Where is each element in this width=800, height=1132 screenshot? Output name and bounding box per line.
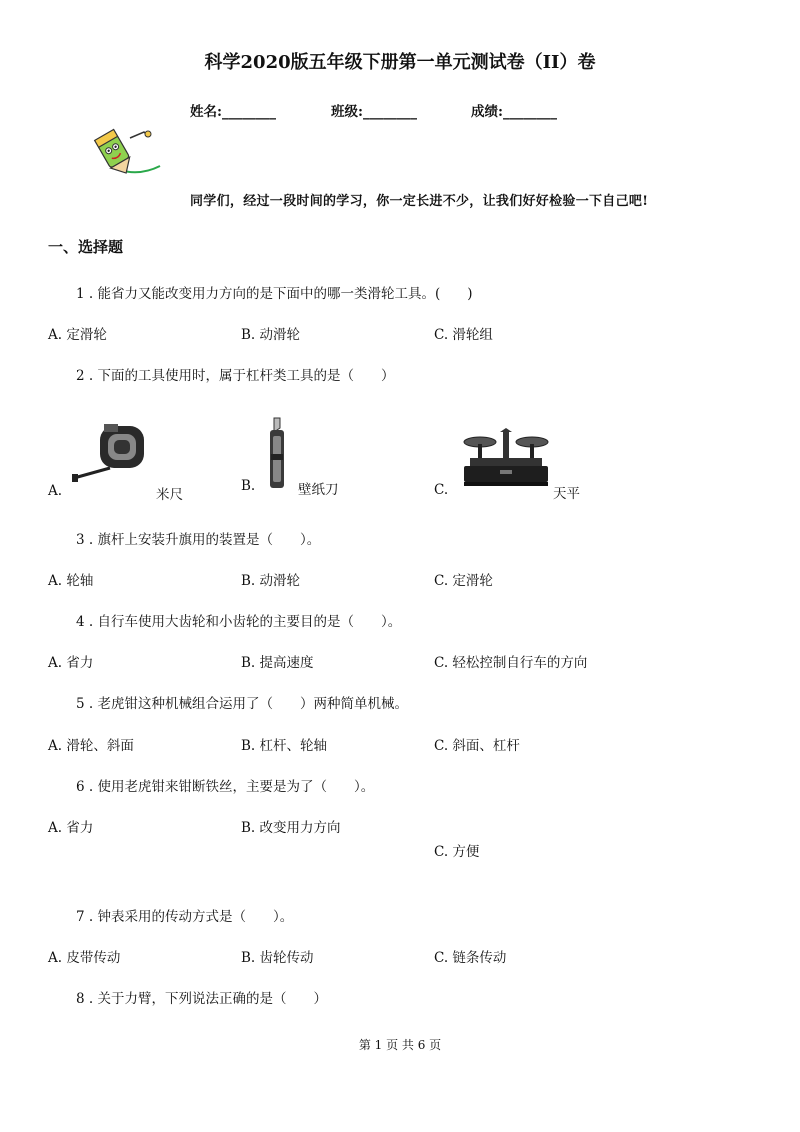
question-1-stem: 1 . 能省力又能改变用力方向的是下面中的哪一类滑轮工具。( ) <box>76 286 473 302</box>
question-1-option-b[interactable]: B. 动滑轮 <box>241 327 301 343</box>
utility-knife-icon <box>262 416 292 492</box>
question-5-option-c[interactable]: C. 斜面、杠杆 <box>434 738 520 754</box>
question-6-option-c[interactable]: C. 方便 <box>434 844 480 860</box>
question-6-stem: 6 . 使用老虎钳来钳断铁丝，主要是为了（ ）。 <box>76 779 375 795</box>
question-2-option-a[interactable]: A. <box>48 483 63 499</box>
question-6-option-b[interactable]: B. 改变用力方向 <box>241 820 341 836</box>
question-1-option-a[interactable]: A. 定滑轮 <box>48 327 107 343</box>
pencil-mascot-icon <box>90 122 162 178</box>
question-2-caption-a: 米尺 <box>156 487 183 503</box>
page-title: 科学2020版五年级下册第一单元测试卷（II）卷 <box>204 52 596 73</box>
question-7-option-c[interactable]: C. 链条传动 <box>434 950 507 966</box>
question-3-option-b[interactable]: B. 动滑轮 <box>241 573 301 589</box>
question-7-option-a[interactable]: A. 皮带传动 <box>48 950 121 966</box>
question-4-option-a[interactable]: A. 省力 <box>48 655 94 671</box>
balance-scale-icon <box>460 428 552 490</box>
section-heading: 一、选择题 <box>48 238 124 256</box>
question-3-option-a[interactable]: A. 轮轴 <box>48 573 94 589</box>
question-4-stem: 4 . 自行车使用大齿轮和小齿轮的主要目的是（ ）。 <box>76 614 402 630</box>
question-5-stem: 5 . 老虎钳这种机械组合运用了（ ）两种简单机械。 <box>76 696 408 712</box>
tape-measure-icon <box>70 420 150 486</box>
question-5-option-a[interactable]: A. 滑轮、斜面 <box>48 738 134 754</box>
question-2-option-c[interactable]: C. <box>434 482 449 498</box>
question-7-option-b[interactable]: B. 齿轮传动 <box>241 950 314 966</box>
question-1-option-c[interactable]: C. 滑轮组 <box>434 327 493 343</box>
question-2-option-b[interactable]: B. <box>241 478 256 494</box>
question-4-option-b[interactable]: B. 提高速度 <box>241 655 314 671</box>
question-2-caption-c: 天平 <box>553 486 580 502</box>
question-3-option-c[interactable]: C. 定滑轮 <box>434 573 493 589</box>
question-2-stem: 2 . 下面的工具使用时，属于杠杆类工具的是（ ） <box>76 368 395 384</box>
question-4-option-c[interactable]: C. 轻松控制自行车的方向 <box>434 655 588 671</box>
question-8-stem: 8 . 关于力臂，下列说法正确的是（ ） <box>76 991 327 1007</box>
page-number: 第 1 页 共 6 页 <box>358 1038 442 1052</box>
question-2-caption-b: 壁纸刀 <box>298 482 339 498</box>
question-3-stem: 3 . 旗杆上安装升旗用的装置是（ ）。 <box>76 532 321 548</box>
question-7-stem: 7 . 钟表采用的传动方式是（ ）。 <box>76 909 294 925</box>
question-5-option-b[interactable]: B. 杠杆、轮轴 <box>241 738 328 754</box>
name-field-label: 姓名:________ <box>190 104 276 120</box>
greeting-text: 同学们，经过一段时间的学习，你一定长进不少，让我们好好检验一下自己吧! <box>190 194 649 209</box>
score-field-label: 成绩:________ <box>471 104 557 120</box>
question-6-option-a[interactable]: A. 省力 <box>48 820 94 836</box>
class-field-label: 班级:________ <box>331 104 417 120</box>
